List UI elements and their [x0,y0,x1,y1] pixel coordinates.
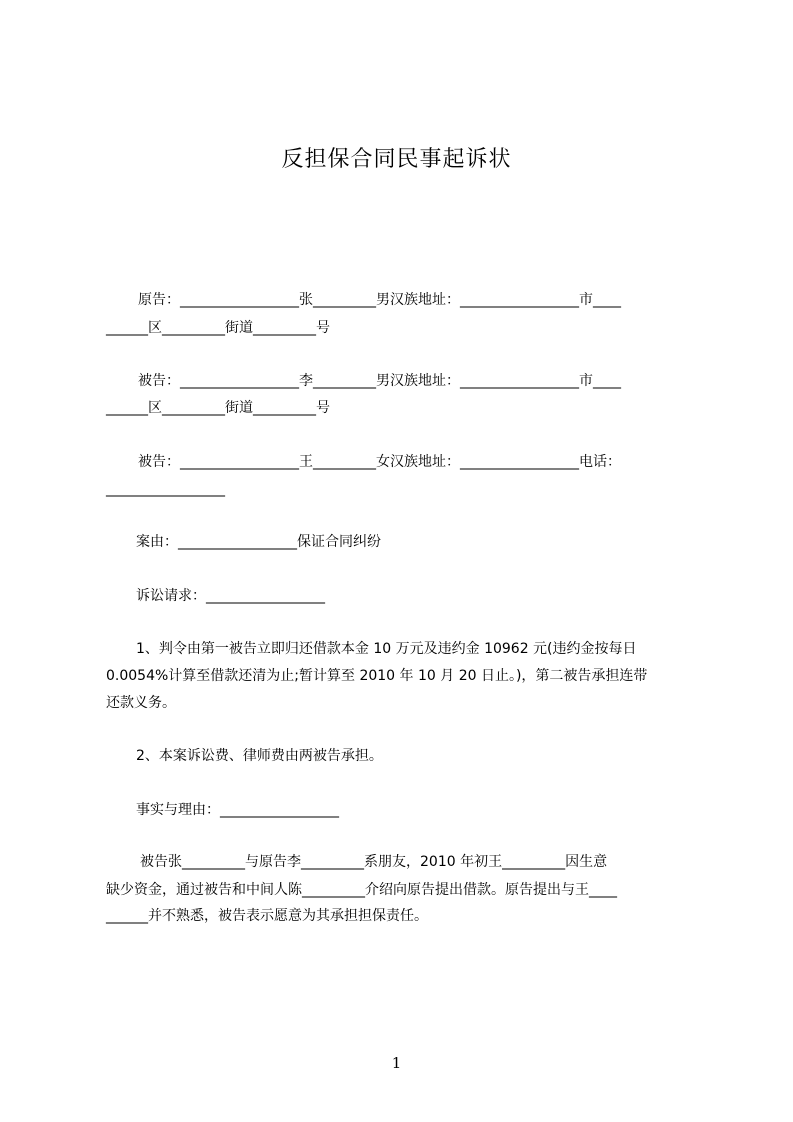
page-number: 1 [391,1054,402,1072]
claim-1-line-3: 还款义务。 [106,695,176,711]
plaintiff-line-1: 原告：_________________张_________男汉族地址：_________________市____ [138,292,621,308]
facts-line-1: 被告张_________与原告李_________系朋友，2010 年初王_________因生意 [140,854,608,870]
facts-line-3: ______并不熟悉，被告表示愿意为其承担担保责任。 [106,908,428,924]
defendant-1-line-1: 被告：_________________李_________男汉族地址：_________________市____ [138,373,621,389]
case-cause-line: 案由：_________________保证合同纠纷 [136,534,381,550]
plaintiff-line-2: ______区_________街道_________号 [106,320,330,336]
facts-heading: 事实与理由：_________________ [136,802,339,818]
claim-1-line-1: 1、判令由第一被告立即归还借款本金 10 万元及违约金 10962 元(违约金按每日 [136,641,637,657]
claim-1-line-2: 0.0054%计算至借款还清为止;暂计算至 2010 年 10 月 20 日止。)，第二被告承担连带 [106,668,648,684]
document-title: 反担保合同民事起诉状 [281,147,512,172]
claim-2-line: 2、本案诉讼费、律师费由两被告承担。 [136,748,383,764]
defendant-2-line-1: 被告：_________________王_________女汉族地址：_________________电话： [138,454,621,470]
claims-heading: 诉讼请求：_________________ [136,588,325,604]
defendant-2-line-2: _________________ [106,481,225,497]
defendant-1-line-2: ______区_________街道_________号 [106,400,330,416]
facts-line-2: 缺少资金，通过被告和中间人陈_________介绍向原告提出借款。原告提出与王____ [106,882,617,898]
